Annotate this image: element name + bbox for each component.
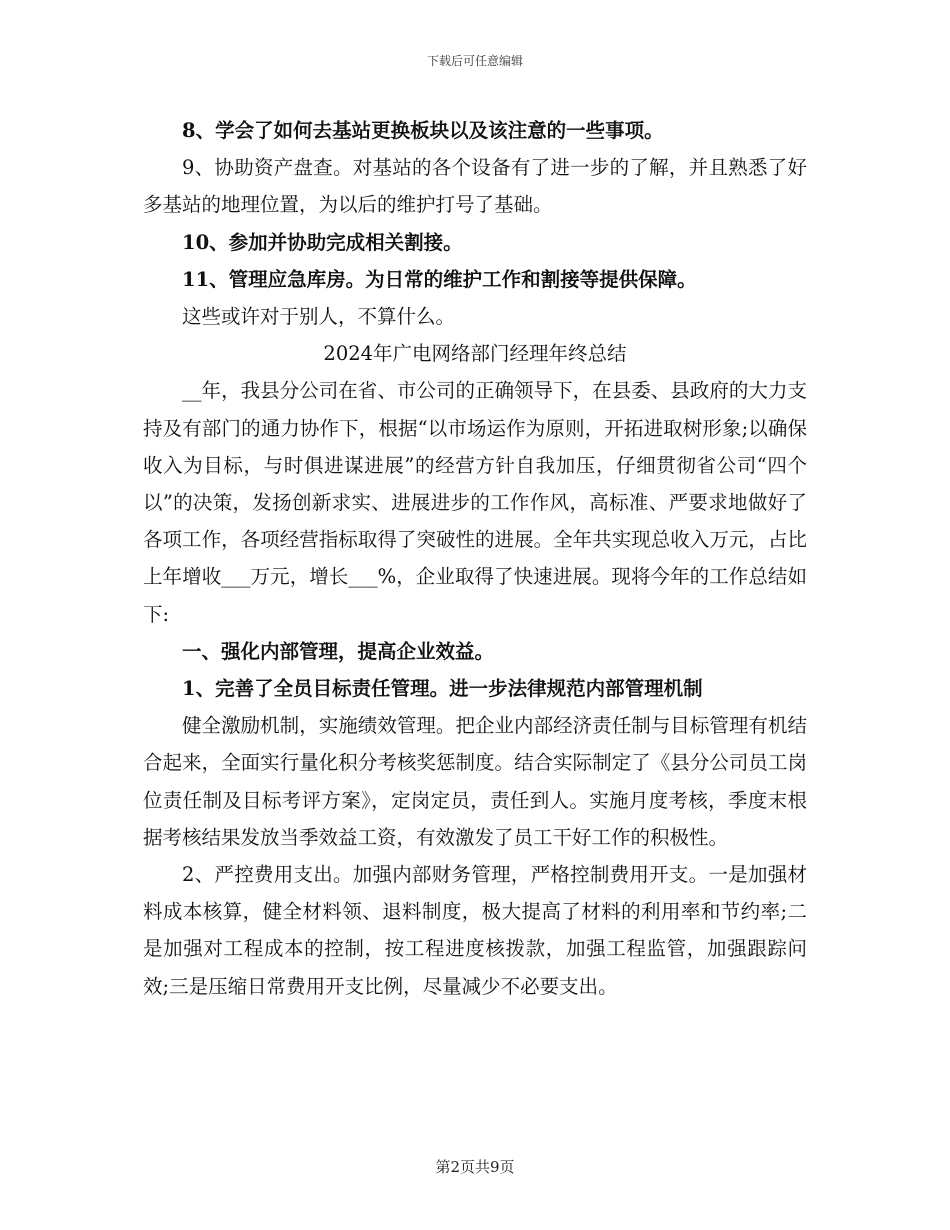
list-item-9: 9、协助资产盘查。对基站的各个设备有了进一步的了解，并且熟悉了好多基站的地理位置，为以后的维护打号了基础。 bbox=[143, 156, 807, 217]
page-header: 下载后可任意编辑 bbox=[426, 54, 523, 68]
document-body bbox=[143, 112, 807, 1005]
list-item-11: 11、管理应急库房。为日常的维护工作和割接等提供保障。 bbox=[182, 267, 697, 291]
section-heading: 一、强化内部管理，提高企业效益。 bbox=[182, 639, 495, 663]
document-title: 2024年广电网络部门经理年终总结 bbox=[323, 342, 627, 366]
closing-line: 这些或许对于别人，不算什么。 bbox=[182, 305, 456, 329]
subsection-body: 健全激励机制，实施绩效管理。把企业内部经济责任制与目标管理有机结合起来，全面实行量化积分考核奖惩制度。结合实际制定了《县分公司员工岗位责任制及目标考评方案》，定岗定员，责任到人。实施月度考核，季度末根据考核结果发放当季效益工资，有效激发了员工干好工作的积极性。 bbox=[143, 714, 807, 849]
subsection-heading: 1、完善了全员目标责任管理。进一步法律规范内部管理机制 bbox=[182, 677, 703, 701]
page-number: 第2页共9页 bbox=[435, 1158, 515, 1176]
subsection-2-body: 2、严控费用支出。加强内部财务管理，严格控制费用开支。一是加强材料成本核算，健全材料领、退料制度，极大提高了材料的利用率和节约率;二是加强对工程成本的控制，按工程进度核拨款，加强工程监管，加强跟踪问效;三是压缩日常费用开支比例，尽量减少不必要支出。 bbox=[143, 863, 807, 998]
intro-paragraph: __年，我县分公司在省、市公司的正确领导下，在县委、县政府的大力支持及有部门的通力协作下，根据“以市场运作为原则，开拓进取树形象;以确保收入为目标，与时俱进谋进展”的经营方针自我加压，仔细贯彻省公司“四个以”的决策，发扬创新求实、进展进步的工作作风，高标准、严要求地做好了各项工作，各项经营指标取得了突破性的进展。全年共实现总收入万元，占比上年增收___万元，增长___%，企业取得了快速进展。现将今年的工作总结如下: bbox=[143, 379, 807, 626]
list-item-8: 8、学会了如何去基站更换板块以及该注意的一些事项。 bbox=[182, 119, 664, 142]
list-item-10: 10、参加并协助完成相关割接。 bbox=[182, 230, 463, 254]
